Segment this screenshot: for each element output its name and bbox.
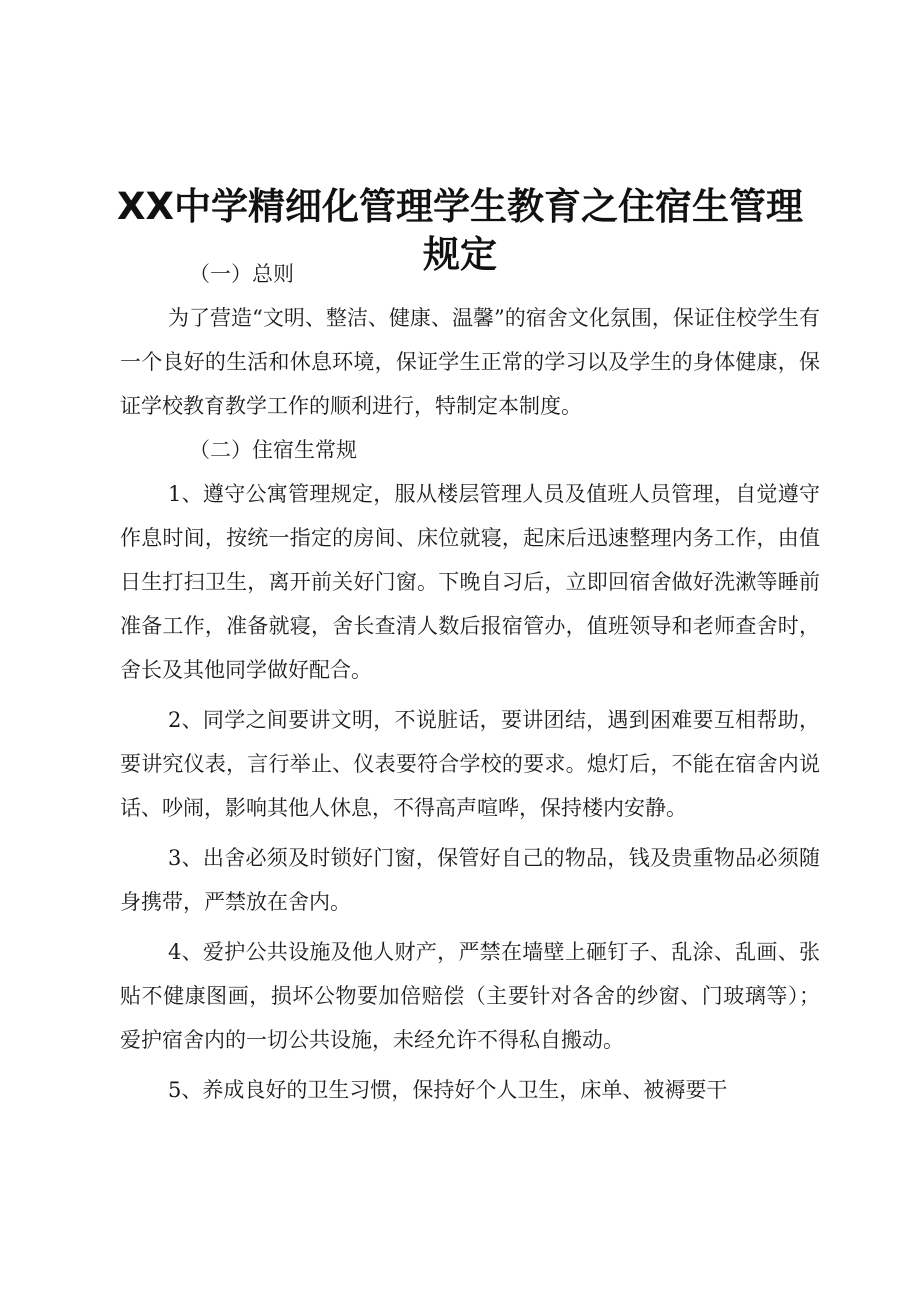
paragraph-general-purpose: 为了营造“文明、整洁、健康、温馨”的宿舍文化氛围，保证住校学生有一个良好的生活和休息环境，保证学生正常的学习以及学生的身体健康，保证学校教育教学工作的顺利进行，特制定本制度。 — [120, 306, 820, 418]
rule-paragraph-2: 2、同学之间要讲文明，不说脏话，要讲团结，遇到困难要互相帮助，要讲究仪表，言行举止、仪表要符合学校的要求。熄灯后，不能在宿舍内说话、吵闹，影响其他人休息，不得高声喧哗，保持楼内安静。 — [120, 708, 820, 820]
document-title: XX中学精细化管理学生教育之住宿生管理规定 — [116, 184, 804, 276]
rule-paragraph-4: 4、爱护公共设施及他人财产，严禁在墙壁上砸钉子、乱涂、乱画、张贴不健康图画，损坏公物要加倍赔偿（主要针对各舍的纱窗、门玻璃等）；爱护宿舍内的一切公共设施，未经允许不得私自搬动。 — [120, 940, 820, 1052]
rule-paragraph-1: 1、遵守公寓管理规定，服从楼层管理人员及值班人员管理，自觉遵守作息时间，按统一指定的房间、床位就寝，起床后迅速整理内务工作，由值日生打扫卫生，离开前关好门窗。下晚自习后，立即回宿舍做好洗漱等睡前准备工作，准备就寝，舍长查清人数后报宿管办，值班领导和老师查舍时，舍长及其他同学做好配合。 — [120, 482, 820, 682]
rule-paragraph-5: 5、养成良好的卫生习惯，保持好个人卫生，床单、被褥要干 — [168, 1078, 728, 1102]
rule-paragraph-3: 3、出舍必须及时锁好门窗，保管好自己的物品，钱及贵重物品必须随身携带，严禁放在舍内。 — [120, 846, 820, 914]
section-heading-boarding-rules: （二）住宿生常规 — [189, 438, 357, 462]
document-body — [120, 252, 820, 1112]
section-heading-general: （一）总则 — [189, 262, 294, 286]
